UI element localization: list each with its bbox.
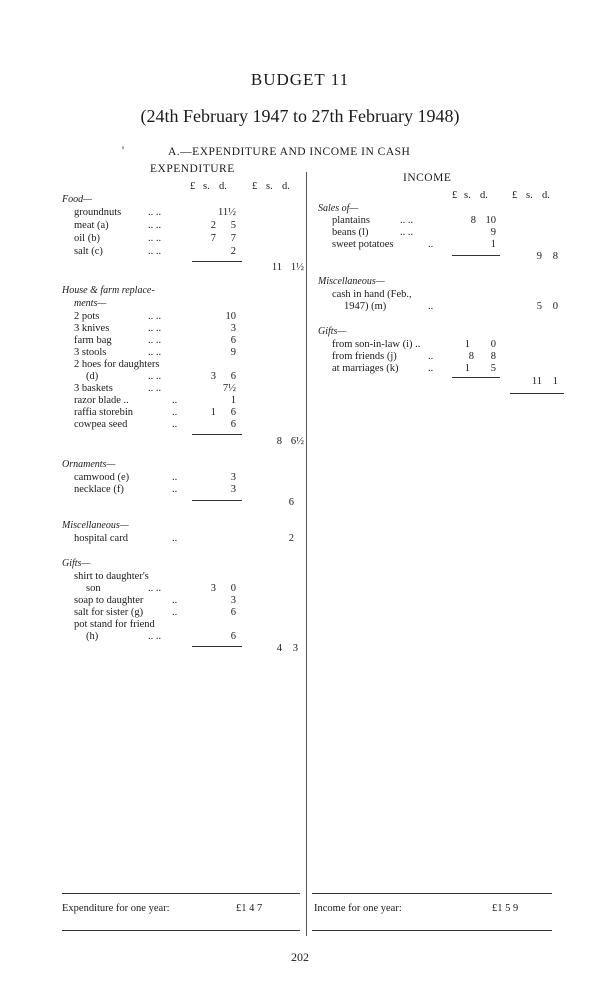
house-total-s: 8 — [276, 436, 282, 447]
gift-item-name: (h) — [86, 631, 99, 642]
income-gift-d: 8 — [490, 351, 496, 362]
gift-item-name: soap to daughter — [74, 595, 144, 606]
sales-item-s: 8 — [470, 215, 476, 226]
income-gifts-heading: Gifts— — [318, 326, 347, 337]
food-item-name: oil (b) — [74, 233, 100, 244]
exp-d-header-2: d. — [282, 181, 290, 192]
income-gifts-total-d: 1 — [552, 376, 558, 387]
income-total-label: Income for one year: — [314, 903, 402, 914]
exp-d-header-1: d. — [219, 181, 227, 192]
sales-heading: Sales of— — [318, 203, 359, 214]
house-item-name: (d) — [86, 371, 99, 382]
page-subtitle: (24th February 1947 to 27th February 1948) — [140, 106, 460, 126]
inc-d-header-1: d. — [480, 190, 488, 201]
gift-item-name: shirt to daughter's — [74, 571, 149, 582]
leader-dots: .. .. — [148, 371, 162, 382]
food-item-d: 2 — [230, 246, 236, 257]
leader-dots: .. .. — [148, 246, 162, 257]
food-heading: Food— — [62, 194, 92, 205]
expenditure-total-label: Expenditure for one year: — [62, 903, 170, 914]
food-item-name: salt (c) — [74, 246, 103, 257]
stray-mark: ' — [122, 145, 125, 157]
subtotal-rule — [510, 393, 564, 394]
house-item-name: 2 hoes for daughters — [74, 359, 160, 370]
income-misc-heading: Miscellaneous— — [318, 276, 385, 287]
gift-item-d: 6 — [230, 607, 236, 618]
food-item-name: groundnuts — [74, 207, 122, 218]
sales-item-d: 10 — [485, 215, 496, 226]
leader-dots: .. .. — [148, 335, 162, 346]
leader-dots: .. — [428, 301, 434, 312]
sales-item-name: beans (l) — [332, 227, 369, 238]
gift-item-d: 0 — [230, 583, 236, 594]
sales-item-d: 1 — [490, 239, 496, 250]
gift-item-name: son — [86, 583, 101, 594]
income-gift-name: from son-in-law (i) .. — [332, 339, 421, 350]
leader-dots: .. .. — [148, 220, 162, 231]
leader-dots: .. .. — [400, 227, 414, 238]
exp-s-header-2: s. — [266, 181, 273, 192]
subtotal-rule — [192, 434, 242, 435]
subtotal-rule — [192, 646, 242, 647]
ornaments-heading: Ornaments— — [62, 459, 116, 470]
sales-item-name: sweet potatoes — [332, 239, 394, 250]
house-item-s: 3 — [210, 371, 216, 382]
leader-dots: .. — [428, 351, 434, 362]
house-item-name: 2 pots — [74, 311, 100, 322]
house-item-d: 6 — [230, 419, 236, 430]
house-item-d: 6 — [230, 335, 236, 346]
leader-dots: .. .. — [148, 631, 162, 642]
sales-item-d: 9 — [490, 227, 496, 238]
leader-dots: .. .. — [148, 583, 162, 594]
income-misc-total-s: 5 — [536, 301, 542, 312]
house-item-d: 3 — [230, 323, 236, 334]
exp-pound-header-2: £ — [252, 181, 258, 192]
section-title: A.—EXPENDITURE AND INCOME IN CASH — [168, 146, 411, 158]
subtotal-rule — [452, 377, 500, 378]
misc-heading: Miscellaneous— — [62, 520, 129, 531]
leader-dots: .. — [172, 407, 178, 418]
ornament-item-name: necklace (f) — [74, 484, 124, 495]
income-gift-name: at marriages (k) — [332, 363, 399, 374]
gift-item-name: pot stand for friend — [74, 619, 155, 630]
house-item-d: 6 — [230, 371, 236, 382]
house-total-d: 6½ — [290, 436, 304, 447]
footer-rule-top-right — [312, 893, 552, 894]
leader-dots: .. — [428, 363, 434, 374]
house-item-name: farm bag — [74, 335, 112, 346]
food-item-s: 2 — [210, 220, 216, 231]
leader-dots: .. — [172, 607, 178, 618]
leader-dots: .. .. — [148, 311, 162, 322]
ornament-item-d: 3 — [230, 472, 236, 483]
sales-item-name: plantains — [332, 215, 370, 226]
footer-rule-bottom-right — [312, 930, 552, 931]
column-divider — [306, 172, 307, 936]
inc-pound-header-1: £ — [452, 190, 458, 201]
income-gift-pound: 1 — [464, 363, 470, 374]
house-item-s: 1 — [210, 407, 216, 418]
food-item-d: 5 — [230, 220, 236, 231]
gift-item-name: salt for sister (g) — [74, 607, 144, 618]
leader-dots: .. — [428, 239, 434, 250]
expenditure-total-value: £1 4 7 — [236, 903, 263, 914]
house-item-name: 3 knives — [74, 323, 110, 334]
leader-dots: .. — [172, 533, 178, 544]
house-item-name: cowpea seed — [74, 419, 128, 430]
page-number: 202 — [291, 950, 309, 964]
income-gift-s: 0 — [490, 339, 496, 350]
food-item-name: meat (a) — [74, 220, 109, 231]
gifts-heading: Gifts— — [62, 558, 91, 569]
inc-d-header-2: d. — [542, 190, 550, 201]
page-title: BUDGET 11 — [250, 70, 350, 89]
exp-pound-header-1: £ — [190, 181, 196, 192]
exp-s-header-1: s. — [203, 181, 210, 192]
food-item-d: 7 — [230, 233, 236, 244]
ornament-item-name: camwood (e) — [74, 472, 130, 483]
income-misc-line1: cash in hand (Feb., — [332, 289, 412, 300]
sales-total-d: 8 — [552, 251, 558, 262]
house-heading: House & farm replace- — [62, 285, 155, 296]
leader-dots: .. .. — [148, 383, 162, 394]
leader-dots: .. — [172, 419, 178, 430]
leader-dots: .. — [172, 484, 178, 495]
gifts-total-d: 3 — [292, 643, 298, 654]
income-total-value: £1 5 9 — [492, 903, 519, 914]
sales-total-s: 9 — [536, 251, 542, 262]
income-gift-name: from friends (j) — [332, 351, 397, 362]
ornament-item-d: 3 — [230, 484, 236, 495]
leader-dots: .. .. — [148, 207, 162, 218]
house-item-d: 9 — [230, 347, 236, 358]
income-gift-s: 8 — [468, 351, 474, 362]
footer-rule-bottom-left — [62, 930, 300, 931]
food-item-d: 11½ — [218, 207, 236, 218]
income-gift-s: 5 — [490, 363, 496, 374]
income-misc-total-d: 0 — [552, 301, 558, 312]
inc-s-header-2: s. — [526, 190, 533, 201]
subtotal-rule — [452, 255, 500, 256]
leader-dots: .. — [172, 472, 178, 483]
ornaments-total-d: 6 — [288, 497, 294, 508]
inc-s-header-1: s. — [464, 190, 471, 201]
income-heading: INCOME — [403, 172, 452, 184]
income-gifts-total-s: 11 — [531, 376, 542, 387]
leader-dots: .. — [172, 595, 178, 606]
leader-dots: .. .. — [148, 233, 162, 244]
income-misc-line2: 1947) (m) — [344, 301, 387, 312]
house-item-d: 6 — [230, 407, 236, 418]
gift-item-s: 3 — [210, 583, 216, 594]
gift-item-d: 3 — [230, 595, 236, 606]
food-item-s: 7 — [210, 233, 216, 244]
house-item-name: 3 stools — [74, 347, 107, 358]
house-item-d: 10 — [225, 311, 236, 322]
income-gift-pound: 1 — [464, 339, 470, 350]
leader-dots: .. — [172, 395, 178, 406]
subtotal-rule — [192, 500, 242, 501]
house-heading-cont: ments— — [74, 298, 107, 309]
inc-pound-header-2: £ — [512, 190, 518, 201]
leader-dots: .. .. — [148, 323, 162, 334]
gift-item-d: 6 — [230, 631, 236, 642]
gifts-total-s: 4 — [276, 643, 282, 654]
food-total-d: 1½ — [290, 262, 304, 273]
house-item-name: razor blade .. — [74, 395, 129, 406]
house-item-name: 3 baskets — [74, 383, 113, 394]
house-item-name: raffia storebin — [74, 407, 133, 418]
expenditure-heading: EXPENDITURE — [150, 163, 235, 175]
house-item-d: 7½ — [222, 383, 236, 394]
misc-item-name: hospital card — [74, 533, 128, 544]
food-total-s: 11 — [271, 262, 282, 273]
footer-rule-top-left — [62, 893, 300, 894]
subtotal-rule — [192, 261, 242, 262]
house-item-d: 1 — [230, 395, 236, 406]
leader-dots: .. .. — [400, 215, 414, 226]
misc-total-d: 2 — [288, 533, 294, 544]
leader-dots: .. .. — [148, 347, 162, 358]
